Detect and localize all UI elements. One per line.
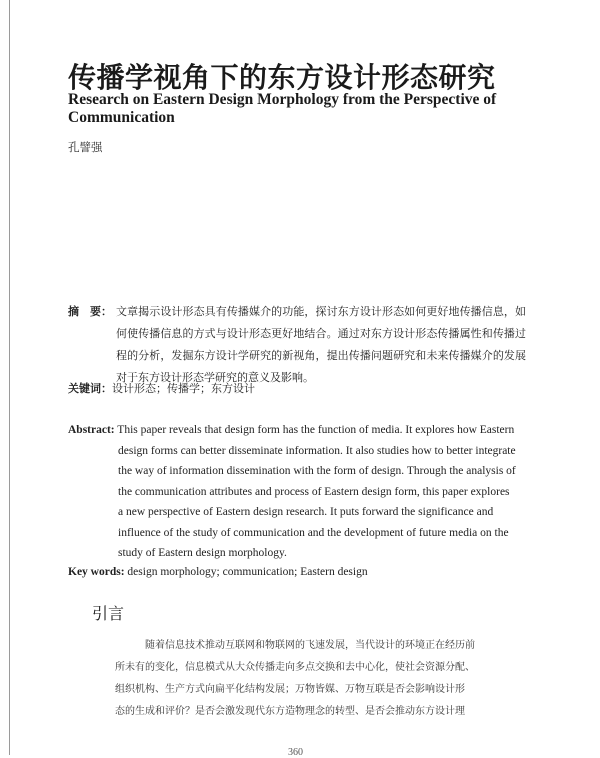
- body-line: 组织机构、生产方式向扁平化结构发展；万物皆媒、万物互联是否会影响设计形: [115, 684, 465, 695]
- keywords-en-label: Key words:: [68, 566, 125, 578]
- keywords-zh-label: 关键词：: [68, 382, 112, 395]
- keywords-zh: [68, 381, 255, 397]
- abstract-zh-label: 摘 要：: [68, 305, 112, 318]
- paper-title-zh: 传播学视角下的东方设计形态研究: [68, 61, 496, 94]
- page-number: 360: [288, 747, 303, 758]
- body-line: 态的生成和评价？是否会激发现代东方造物理念的转型、是否会推动东方设计理: [115, 706, 465, 717]
- section-heading-introduction: 引言: [92, 604, 125, 623]
- abstract-en-line: influence of the study of communication and the development of future media on the: [118, 526, 509, 539]
- abstract-en-line: study of Eastern design morphology.: [118, 547, 287, 559]
- body-line: 随着信息技术推动互联网和物联网的飞速发展，当代设计的环境正在经历前: [145, 640, 475, 651]
- body-line: 所未有的变化，信息模式从大众传播走向多点交换和去中心化，使社会资源分配、: [115, 662, 475, 673]
- abstract-en-line: This paper reveals that design form has the function of media. It explores how Eastern: [117, 424, 515, 436]
- keywords-en-text: design morphology; communication; Eastern design: [127, 566, 368, 578]
- body-paragraph: [115, 638, 527, 726]
- abstract-en-line: the way of information dissemination with the form of design. Through the analysis of: [118, 465, 516, 477]
- abstract-zh-text: 文章揭示设计形态具有传播媒介的功能，探讨东方设计形态如何更好地传播信息，如何使传播信息的方式与设计形态更好地结合。通过对东方设计形态传播属性和传播过程的分析，发掘东方设计学研究的新视角，提出传播问题研究和未来传播媒介的发展对于东方设计形态学研究的意义及影响。: [116, 305, 526, 384]
- keywords-zh-text: 设计形态；传播学；东方设计: [112, 382, 255, 395]
- abstract-en: [68, 422, 528, 566]
- keywords-en: [68, 564, 368, 580]
- abstract-en-line: the communication attributes and process of Eastern design form, this paper explores: [118, 485, 510, 498]
- abstract-en-label: Abstract:: [68, 424, 115, 436]
- paper-title-en: Research on Eastern Design Morphology from the Perspective of Communication: [68, 91, 497, 126]
- abstract-zh: [68, 301, 528, 389]
- page-edge-rule: [9, 0, 10, 755]
- abstract-en-line: design forms can better disseminate information. It also studies how to better integrate: [118, 444, 516, 457]
- author-name: 孔譬强: [68, 140, 103, 154]
- abstract-en-line: a new perspective of Eastern design research. It puts forward the significance and: [118, 506, 494, 518]
